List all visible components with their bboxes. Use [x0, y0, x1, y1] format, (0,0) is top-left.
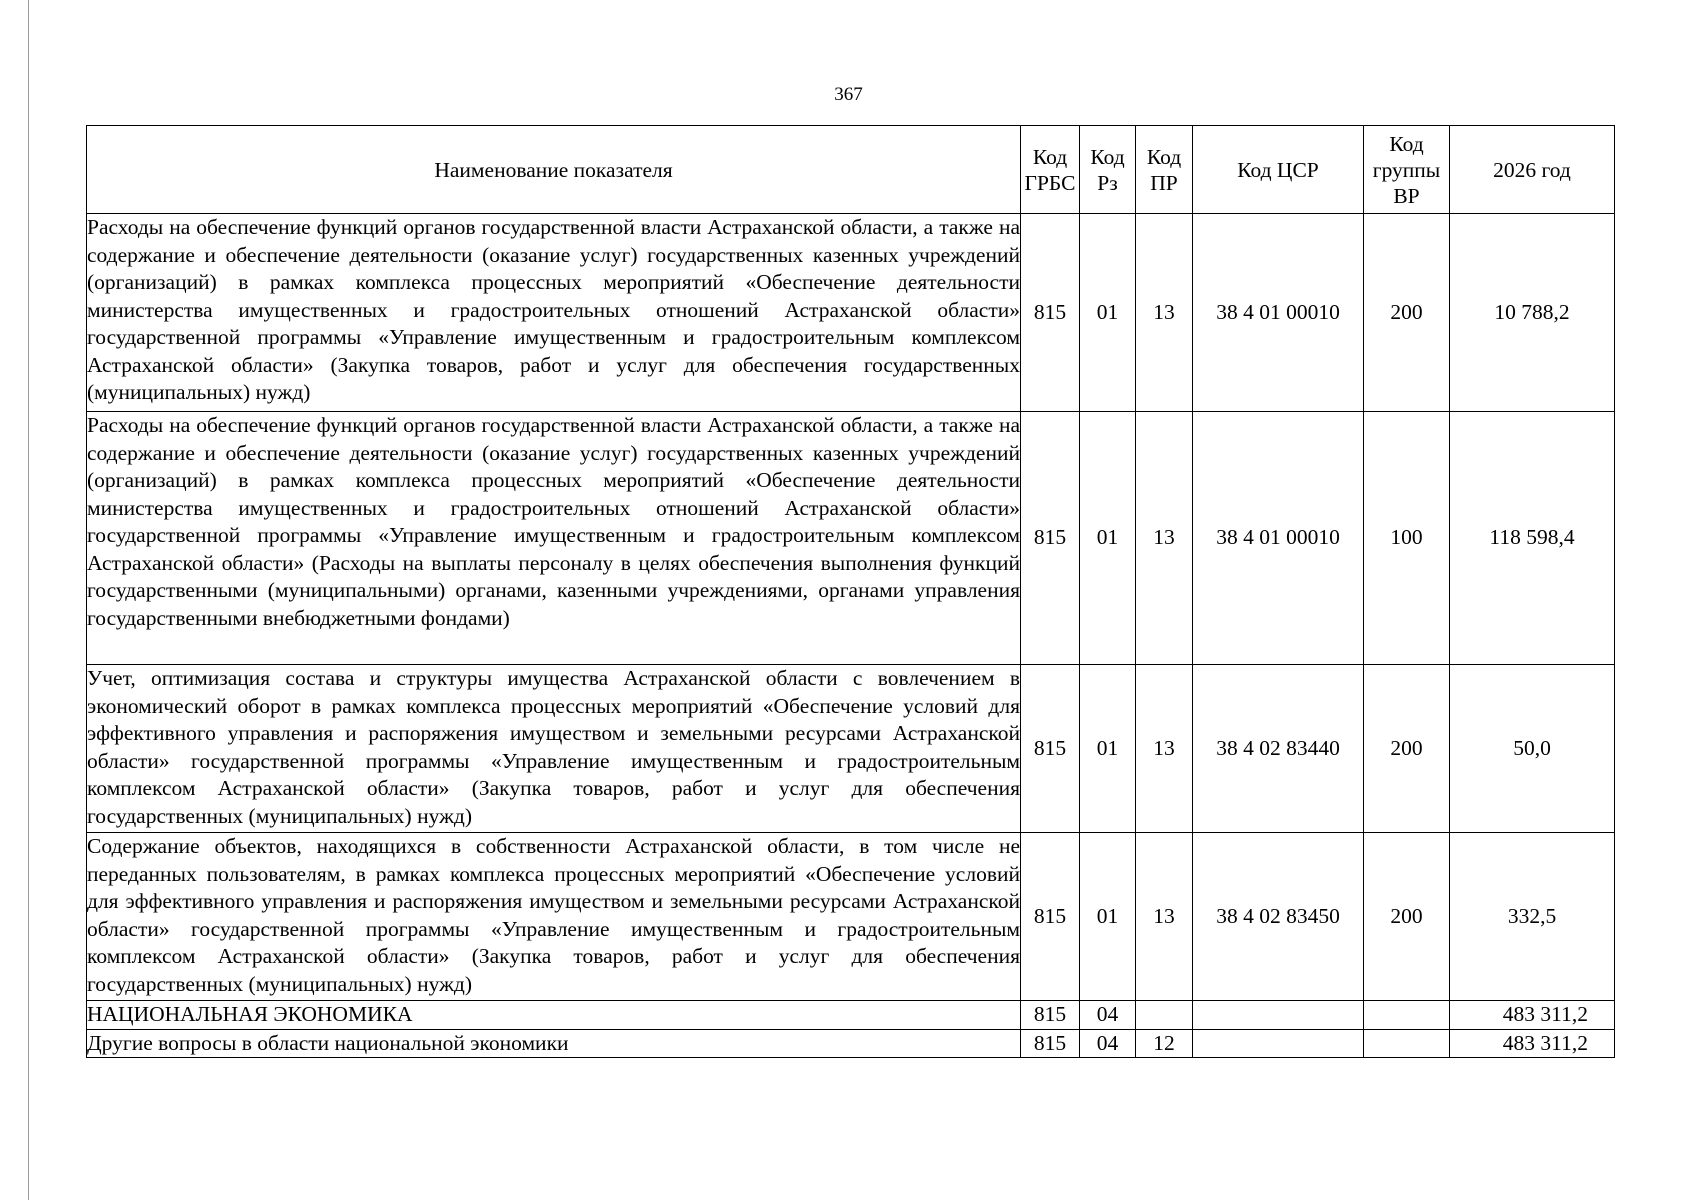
cell-csr [1193, 1029, 1364, 1058]
cell-name: Расходы на обеспечение функций органов государственной власти Астраханской области, а также на содержание и обеспечение деятельности (оказание услуг) государственных казенных учреждений (организаций) в рамках комплекса процессных мероприятий «Обеспечение деятельности министерства имущественных и градостроительных отношений Астраханской области» государственной программы «Управление имущественным и градостроительным комплексом Астраханской области» (Расходы на выплаты персоналу в целях обеспечения выполнения функций государственными (муниципальными) органами, казенными учреждениями, органами управления государственными внебюджетными фондами) [87, 412, 1021, 665]
cell-vr [1364, 1029, 1450, 1058]
header-vr: Код группы ВР [1364, 126, 1450, 214]
cell-rz: 01 [1080, 665, 1136, 833]
cell-csr: 38 4 01 00010 [1193, 214, 1364, 412]
table-header-row [87, 126, 1615, 214]
cell-rz: 01 [1080, 833, 1136, 1001]
header-grbs: Код ГРБС [1021, 126, 1080, 214]
cell-grbs: 815 [1021, 833, 1080, 1001]
cell-name: Учет, оптимизация состава и структуры имущества Астраханской области с вовлечением в экономический оборот в рамках комплекса процессных мероприятий «Обеспечение условий для эффективного управления и распоряжения имуществом и земельными ресурсами Астраханской области» государственной программы «Управление имущественным и градостроительным комплексом Астраханской области» (Закупка товаров, работ и услуг для обеспечения государственных (муниципальных) нужд) [87, 665, 1021, 833]
cell-pr: 13 [1136, 833, 1193, 1001]
cell-vr: 200 [1364, 665, 1450, 833]
cell-amount: 483 311,2 [1450, 1001, 1615, 1030]
header-rz: Код Рз [1080, 126, 1136, 214]
table-row [87, 1029, 1615, 1058]
cell-pr: 13 [1136, 665, 1193, 833]
cell-csr [1193, 1001, 1364, 1030]
header-pr: Код ПР [1136, 126, 1193, 214]
cell-name: Расходы на обеспечение функций органов государственной власти Астраханской области, а также на содержание и обеспечение деятельности (оказание услуг) государственных казенных учреждений (организаций) в рамках комплекса процессных мероприятий «Обеспечение деятельности министерства имущественных и градостроительных отношений Астраханской области» государственной программы «Управление имущественным и градостроительным комплексом Астраханской области» (Закупка товаров, работ и услуг для обеспечения государственных (муниципальных) нужд) [87, 214, 1021, 412]
cell-csr: 38 4 01 00010 [1193, 412, 1364, 665]
cell-grbs: 815 [1021, 214, 1080, 412]
cell-name: Другие вопросы в области национальной экономики [87, 1029, 1021, 1058]
cell-grbs: 815 [1021, 1029, 1080, 1058]
cell-pr [1136, 1001, 1193, 1030]
cell-grbs: 815 [1021, 665, 1080, 833]
budget-table [86, 125, 1615, 1058]
cell-rz: 01 [1080, 214, 1136, 412]
cell-vr: 100 [1364, 412, 1450, 665]
cell-name: НАЦИОНАЛЬНАЯ ЭКОНОМИКА [87, 1001, 1021, 1030]
table-row [87, 665, 1615, 833]
cell-amount: 483 311,2 [1450, 1029, 1615, 1058]
binding-margin-line [28, 0, 29, 1200]
table-row [87, 214, 1615, 412]
cell-amount: 332,5 [1450, 833, 1615, 1001]
cell-amount: 118 598,4 [1450, 412, 1615, 665]
cell-vr: 200 [1364, 214, 1450, 412]
cell-pr: 13 [1136, 412, 1193, 665]
header-year: 2026 год [1450, 126, 1615, 214]
header-csr: Код ЦСР [1193, 126, 1364, 214]
cell-name: Содержание объектов, находящихся в собственности Астраханской области, в том числе не переданных пользователям, в рамках комплекса процессных мероприятий «Обеспечение условий для эффективного управления и распоряжения имуществом и земельными ресурсами Астраханской области» государственной программы «Управление имущественным и градостроительным комплексом Астраханской области» (Закупка товаров, работ и услуг для обеспечения государственных (муниципальных) нужд) [87, 833, 1021, 1001]
cell-amount: 50,0 [1450, 665, 1615, 833]
cell-rz: 01 [1080, 412, 1136, 665]
cell-grbs: 815 [1021, 412, 1080, 665]
cell-csr: 38 4 02 83440 [1193, 665, 1364, 833]
table-row [87, 833, 1615, 1001]
cell-vr [1364, 1001, 1450, 1030]
table-row [87, 1001, 1615, 1030]
cell-vr: 200 [1364, 833, 1450, 1001]
cell-amount: 10 788,2 [1450, 214, 1615, 412]
table-row [87, 412, 1615, 665]
cell-pr: 12 [1136, 1029, 1193, 1058]
page-number: 367 [834, 84, 863, 105]
cell-grbs: 815 [1021, 1001, 1080, 1030]
header-name: Наименование показателя [87, 126, 1021, 214]
cell-pr: 13 [1136, 214, 1193, 412]
cell-csr: 38 4 02 83450 [1193, 833, 1364, 1001]
cell-rz: 04 [1080, 1029, 1136, 1058]
cell-rz: 04 [1080, 1001, 1136, 1030]
